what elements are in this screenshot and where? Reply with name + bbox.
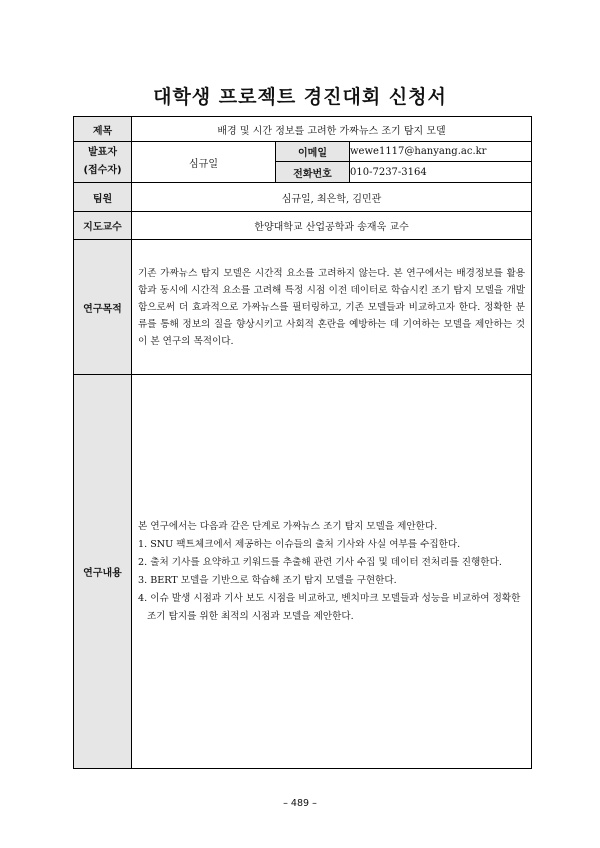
presenter-value: 심규일 <box>132 142 276 183</box>
advisor-value: 한양대학교 산업공학과 송재욱 교수 <box>132 212 532 240</box>
presenter-label-line2: (접수자) <box>83 165 122 176</box>
phone-value: 010-7237-3164 <box>350 162 532 183</box>
email-label: 이메일 <box>276 142 350 162</box>
page-number: – 489 – <box>283 798 317 809</box>
purpose-label: 연구목적 <box>74 240 132 375</box>
advisor-label: 지도교수 <box>74 212 132 240</box>
content-cell <box>132 375 532 769</box>
content-step: 3. BERT 모델을 기반으로 학습해 조기 탐지 모델을 구현한다. <box>138 574 397 586</box>
subject-value: 배경 및 시간 정보를 고려한 가짜뉴스 조기 탐지 모델 <box>132 117 532 142</box>
presenter-label-line1: 발표자 <box>88 147 117 158</box>
purpose-cell <box>132 240 532 375</box>
purpose-text: 기존 가짜뉴스 탐지 모델은 시간적 요소를 고려하지 않는다. 본 연구에서는 배경정보를 활용함과 동시에 시간적 요소를 고려해 특정 시점 이전 데이터로 학습시킨 조기 탐지 모델을 개발함으로써 더 효과적으로 가짜뉴스를 필터링하고, 기존 모델들과 비교하고자 한다. 정확한 분류를 통해 정보의 질을 향상시키고 사회적 혼란을 예방하는 데 기여하는 모델을 제안하는 것이 본 연구의 목적이다. <box>138 267 526 347</box>
content-step: 4. 이슈 발생 시점과 기사 보도 시점을 비교하고, 벤치마크 모델들과 성능을 비교하여 정확한 조기 탐지를 위한 최적의 시점과 모델을 제안한다. <box>138 592 521 622</box>
team-label: 팀원 <box>74 183 132 212</box>
content-label: 연구내용 <box>74 375 132 769</box>
team-value: 심규일, 최은학, 김민관 <box>132 183 532 212</box>
subject-label: 제목 <box>74 117 132 142</box>
presenter-label <box>74 142 132 183</box>
document-title: 대학생 프로젝트 경진대회 신청서 <box>153 86 447 108</box>
phone-label: 전화번호 <box>276 162 350 183</box>
content-intro: 본 연구에서는 다음과 같은 단계로 가짜뉴스 조기 탐지 모델을 제안한다. <box>138 520 438 532</box>
content-step: 2. 출처 기사를 요약하고 키워드를 추출해 관련 기사 수집 및 데이터 전처리를 진행한다. <box>138 556 502 568</box>
content-body <box>132 518 531 626</box>
application-form <box>73 116 532 769</box>
content-step: 1. SNU 팩트체크에서 제공하는 이슈들의 출처 기사와 사실 여부를 수집한다. <box>138 538 461 550</box>
email-value: wewe1117@hanyang.ac.kr <box>350 142 532 162</box>
